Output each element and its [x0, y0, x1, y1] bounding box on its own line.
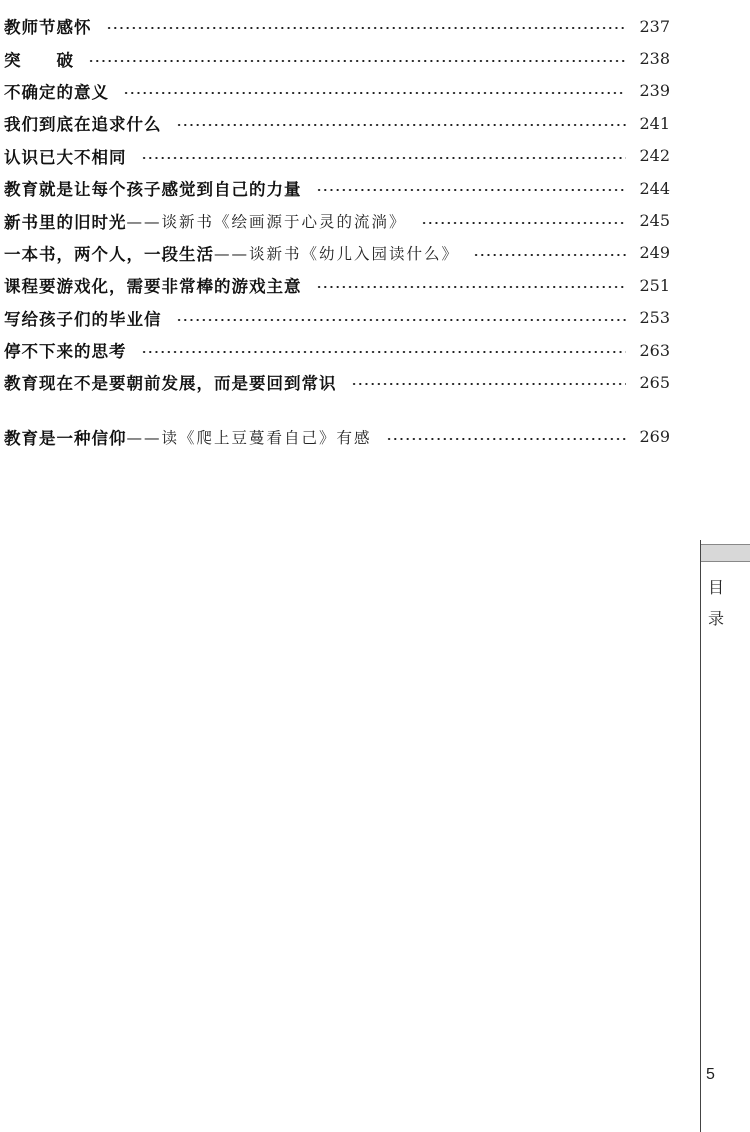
- toc-entry[interactable]: [4, 172, 670, 204]
- toc-entry[interactable]: [4, 140, 670, 172]
- toc-entry[interactable]: [4, 366, 670, 398]
- margin-rule: [700, 540, 701, 1132]
- entry-title-group: [4, 176, 302, 200]
- toc-entry[interactable]: [4, 10, 670, 42]
- side-section-label: [708, 572, 728, 634]
- page-number: 265: [639, 372, 670, 392]
- entry-title-group: [4, 338, 127, 362]
- toc-entry[interactable]: [4, 237, 670, 269]
- page-number: 244: [639, 178, 670, 198]
- page-number: 269: [639, 427, 670, 447]
- entry-title-group: [4, 306, 162, 330]
- entry-title-group: [4, 241, 459, 265]
- dot-leader: [421, 222, 626, 224]
- entry-title: 教师节感怀: [4, 18, 92, 38]
- dot-leader: [473, 254, 626, 256]
- entry-title: 教育是一种信仰: [4, 428, 127, 448]
- toc-entry[interactable]: [4, 107, 670, 139]
- toc-entry[interactable]: [4, 75, 670, 107]
- toc-entry[interactable]: [4, 302, 670, 334]
- table-of-contents: [4, 10, 670, 453]
- entry-subtitle: ——读《爬上豆蔓看自己》有感: [126, 428, 372, 447]
- toc-entry[interactable]: [4, 204, 670, 236]
- entry-title: 课程要游戏化，需要非常棒的游戏主意: [4, 277, 302, 297]
- page-number: 237: [639, 16, 670, 36]
- entry-title: 写给孩子们的毕业信: [4, 309, 162, 329]
- dot-leader: [316, 286, 627, 288]
- side-label-char: 目: [708, 578, 725, 597]
- entry-title-group: [4, 370, 337, 394]
- entry-subtitle: ——谈新书《幼儿入园读什么》: [214, 244, 460, 263]
- dot-leader: [176, 124, 627, 126]
- entry-title-group: [4, 273, 302, 297]
- page-number: 238: [639, 49, 670, 69]
- entry-title: 不确定的意义: [4, 82, 109, 102]
- page-folio: 5: [706, 1066, 715, 1083]
- entry-title-group: [4, 425, 372, 449]
- entry-title: 一本书，两个人，一段生活: [4, 244, 214, 264]
- toc-entry[interactable]: [4, 421, 670, 453]
- entry-title: 教育现在不是要朝前发展，而是要回到常识: [4, 374, 337, 394]
- dot-leader: [123, 92, 626, 94]
- entry-title-group: [4, 111, 162, 135]
- entry-title: 我们到底在追求什么: [4, 115, 162, 135]
- toc-entry[interactable]: [4, 269, 670, 301]
- dot-leader: [386, 438, 626, 440]
- entry-title: 突 破: [4, 50, 74, 70]
- entry-title-group: [4, 144, 127, 168]
- entry-subtitle: ——谈新书《绘画源于心灵的流淌》: [126, 212, 407, 231]
- dot-leader: [316, 189, 627, 191]
- dot-leader: [351, 383, 627, 385]
- side-label-char: 录: [708, 609, 725, 628]
- page-number: 239: [639, 81, 670, 101]
- entry-title: 认识已大不相同: [4, 147, 127, 167]
- page-number: 249: [639, 243, 670, 263]
- entry-title-group: [4, 79, 109, 103]
- toc-entry[interactable]: [4, 42, 670, 74]
- toc-entry[interactable]: [4, 334, 670, 366]
- dot-leader: [176, 319, 627, 321]
- page-number: 241: [639, 113, 670, 133]
- dot-leader: [106, 27, 627, 29]
- entry-title-group: [4, 14, 92, 38]
- entry-title: 教育就是让每个孩子感觉到自己的力量: [4, 180, 302, 200]
- entry-title-group: [4, 209, 407, 233]
- page-number: 242: [639, 146, 670, 166]
- entry-title: 停不下来的思考: [4, 342, 127, 362]
- section-tab: [701, 544, 750, 562]
- entry-title: 新书里的旧时光: [4, 212, 127, 232]
- dot-leader: [88, 60, 626, 62]
- entry-title-group: [4, 47, 74, 71]
- dot-leader: [141, 351, 627, 353]
- page-number: 251: [639, 275, 670, 295]
- page-number: 263: [639, 340, 670, 360]
- dot-leader: [141, 157, 627, 159]
- page-number: 245: [639, 211, 670, 231]
- page-number: 253: [639, 308, 670, 328]
